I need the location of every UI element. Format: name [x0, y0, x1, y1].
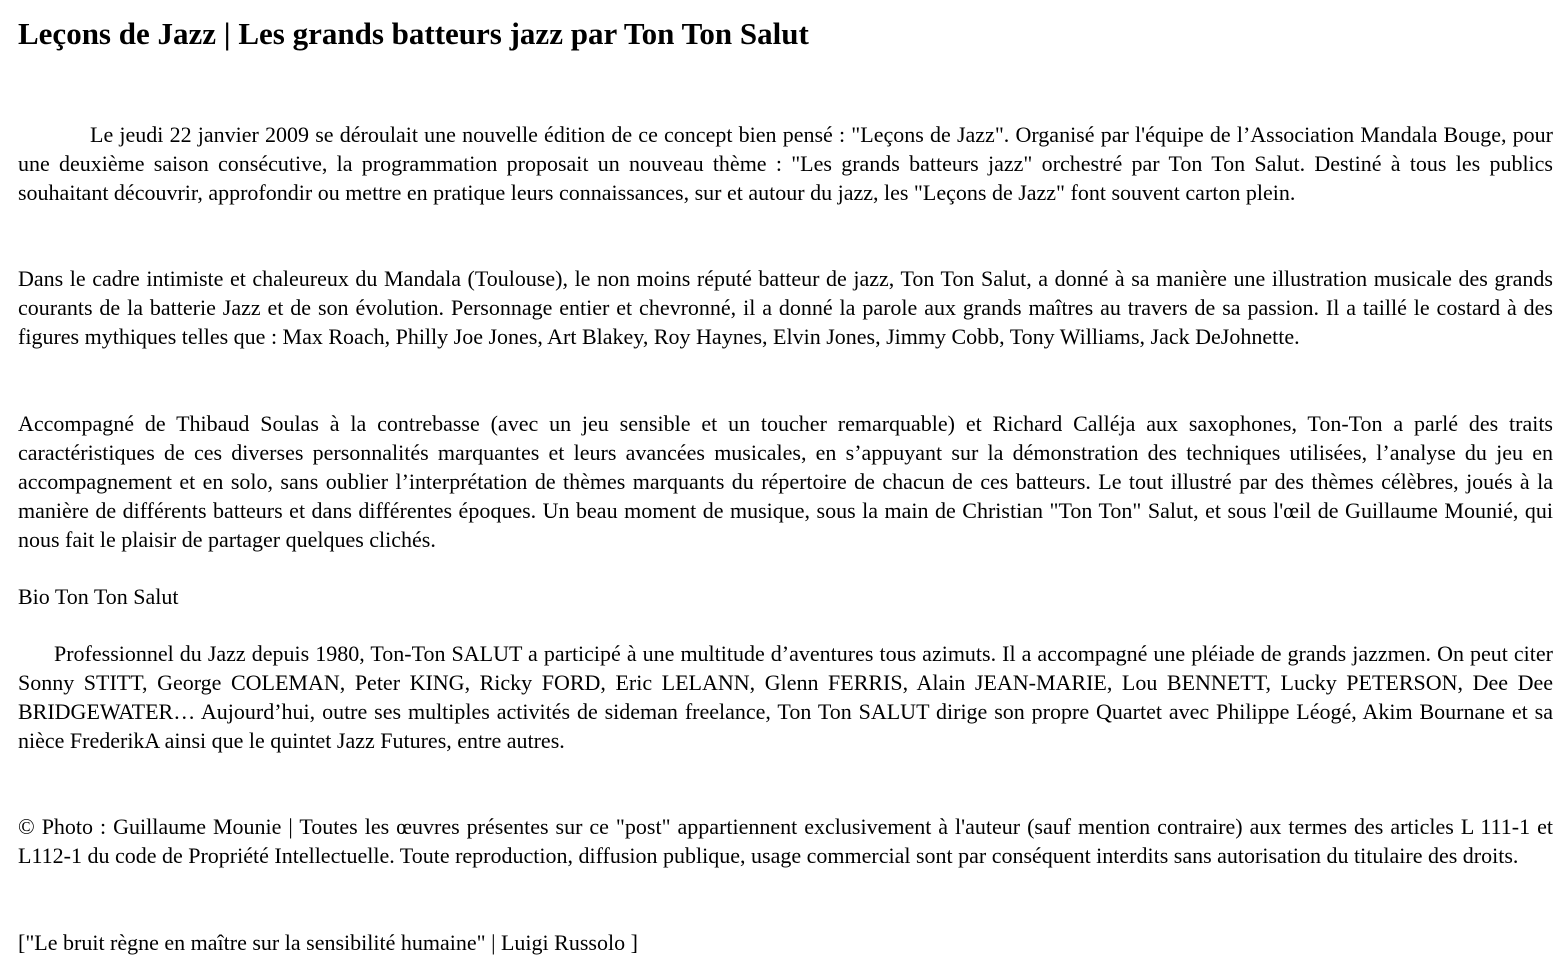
bio-paragraph: Professionnel du Jazz depuis 1980, Ton-Ton SALUT a participé à une multitude d’aventures tous azimuts. Il a accompagné une pléiade de grands jazzmen. On peut citer Sonny STITT, George COLEMAN, Peter KING, Ricky FORD, Eric LELANN, Glenn FERRIS, Alain JEAN-MARIE, Lou BENNETT, Lucky PETERSON, Dee Dee BRIDGEWATER… Aujourd’hui, outre ses multiples activités de sideman freelance, Ton Ton SALUT dirige son propre Quartet avec Philippe Léogé, Akim Bournane et sa nièce FrederikA ainsi que le quintet Jazz Futures, entre autres.: [18, 641, 1553, 753]
accompaniment-paragraph: Accompagné de Thibaud Soulas à la contrebasse (avec un jeu sensible et un toucher remarquable) et Richard Calléja aux saxophones, Ton-Ton a parlé des traits caractéristiques de ces diverses personnalités marquantes et leurs avancées musicales, en s’appuyant sur la démonstration des techniques utilisées, l’analyse du jeu en accompagnement et en solo, sans oublier l’interprétation de thèmes marquants du répertoire de chacun de ces batteurs. Le tout illustré par des thèmes célèbres, joués à la manière de différents batteurs et dans différentes époques. Un beau moment de musique, sous la main de Christian "Ton Ton" Salut, et sous l'œil de Guillaume Mounié, qui nous fait le plaisir de partager quelques clichés.: [18, 411, 1553, 552]
bio-heading: Bio Ton Ton Salut: [18, 584, 179, 609]
closing-quote: ["Le bruit règne en maître sur la sensibilité humaine" | Luigi Russolo ]: [18, 930, 638, 955]
mandala-paragraph: Dans le cadre intimiste et chaleureux du Mandala (Toulouse), le non moins réputé batteur de jazz, Ton Ton Salut, a donné à sa manière une illustration musicale des grands courants de la batterie Jazz et de son évolution. Personnage entier et chevronné, il a donné la parole aux grands maîtres au travers de sa passion. Il a taillé le costard à des figures mythiques telles que : Max Roach, Philly Joe Jones, Art Blakey, Roy Haynes, Elvin Jones, Jimmy Cobb, Tony Williams, Jack DeJohnette.: [18, 266, 1553, 349]
article-title: Leçons de Jazz | Les grands batteurs jazz par Ton Ton Salut: [18, 16, 809, 51]
intro-paragraph: Le jeudi 22 janvier 2009 se déroulait une nouvelle édition de ce concept bien pensé : "Leçons de Jazz". Organisé par l'équipe de l’Association Mandala Bouge, pour une deuxième saison consécutive, la programmation proposait un nouveau thème : "Les grands batteurs jazz" orchestré par Ton Ton Salut. Destiné à tous les publics souhaitant découvrir, approfondir ou mettre en pratique leurs connaissances, sur et autour du jazz, les "Leçons de Jazz" font souvent carton plein.: [18, 122, 1553, 205]
copyright-notice: © Photo : Guillaume Mounie | Toutes les œuvres présentes sur ce "post" appartiennent exclusivement à l'auteur (sauf mention contraire) aux termes des articles L 111-1 et L112-1 du code de Propriété Intellectuelle. Toute reproduction, diffusion publique, usage commercial sont par conséquent interdits sans autorisation du titulaire des droits.: [18, 814, 1553, 868]
